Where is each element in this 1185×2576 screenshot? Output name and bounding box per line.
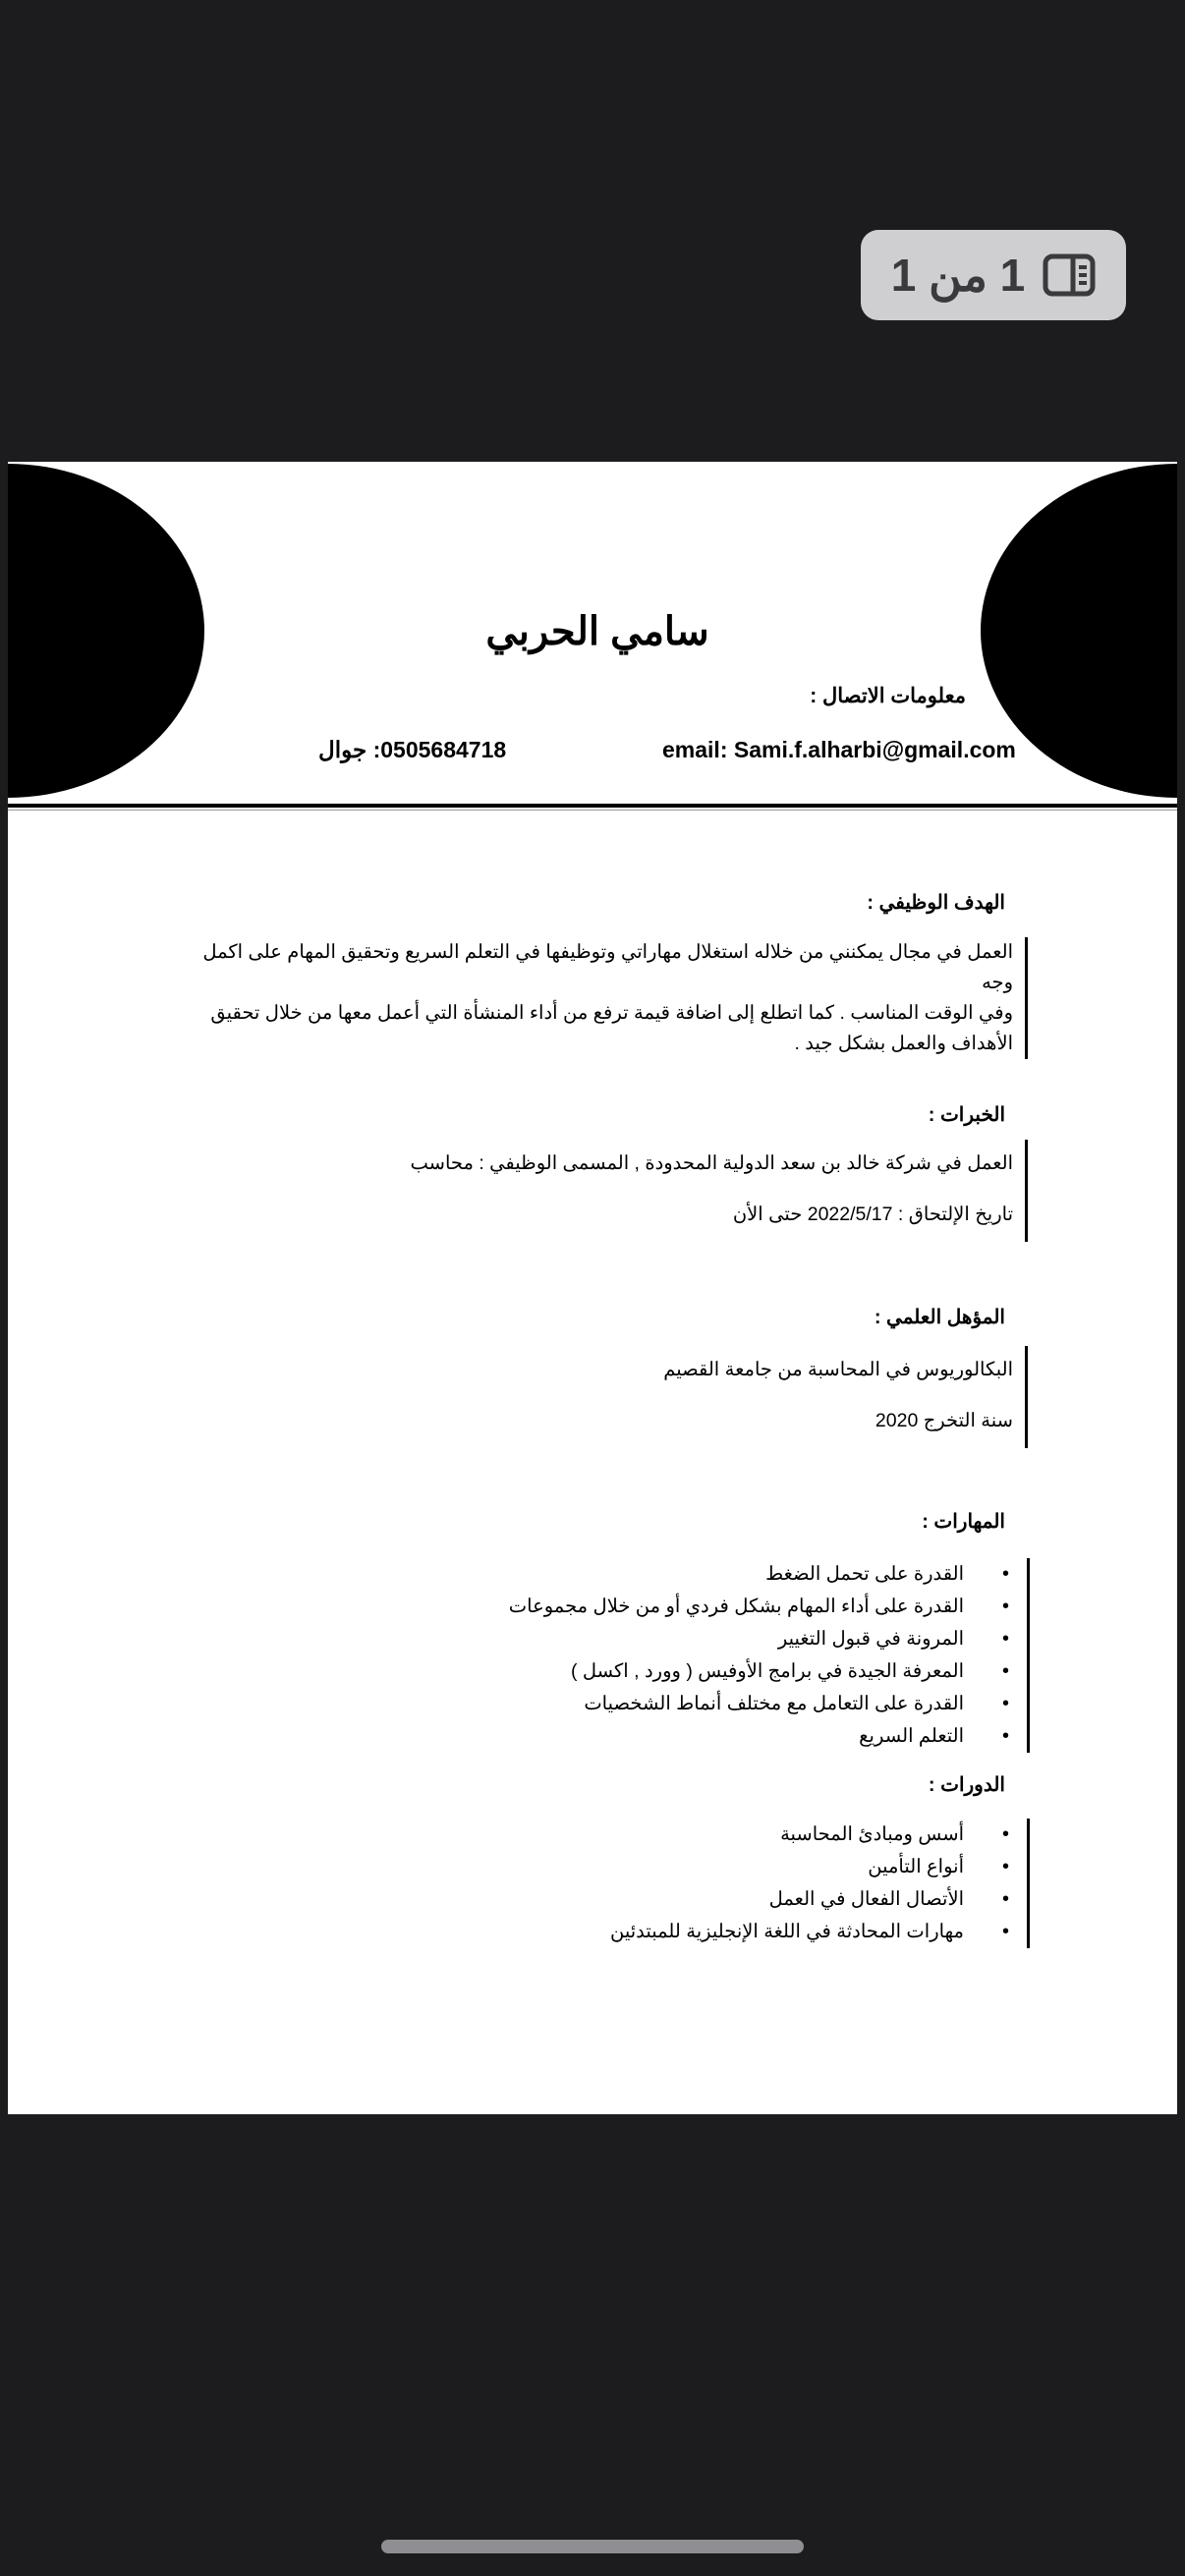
home-indicator[interactable]: [381, 2540, 804, 2553]
contact-phone: 0505684718: جوال: [318, 737, 507, 762]
contact-email: email: Sami.f.alharbi@gmail.com: [662, 737, 1016, 762]
objective-line: الأهداف والعمل بشكل جيد .: [794, 1033, 1013, 1054]
education-line: البكالوريوس في المحاسبة من جامعة القصيم: [663, 1359, 1013, 1380]
list-item: • أسس ومبادئ المحاسبة: [477, 1819, 1027, 1851]
education-line: سنة التخرج 2020: [875, 1410, 1013, 1431]
experience-block: [320, 1140, 1028, 1242]
list-item: • أنواع التأمين: [477, 1851, 1027, 1883]
page-indicator[interactable]: [861, 230, 1126, 320]
objective-title: الهدف الوظيفي :: [867, 892, 1005, 914]
list-item: • القدرة على أداء المهام بشكل فردي أو من خلال مجموعات: [477, 1591, 1027, 1623]
experience-line: تاريخ الإلتحاق : 2022/5/17 حتى الأن: [732, 1204, 1013, 1225]
header-divider: [8, 804, 1177, 808]
objective-line: العمل في مجال يمكنني من خلاله استغلال مهاراتي وتوظيفها في التعلم السريع وتحقيق المهام على اكمل وجه: [202, 941, 1013, 993]
experience-title: الخبرات :: [928, 1104, 1005, 1126]
skills-title: المهارات :: [922, 1511, 1005, 1533]
list-item: • القدرة على التعامل مع مختلف أنماط الشخصيات: [477, 1688, 1027, 1720]
sidebar-icon: [1043, 253, 1096, 297]
list-item: • التعلم السريع: [477, 1720, 1027, 1753]
list-item: • مهارات المحادثة في اللغة الإنجليزية للمبتدئين: [477, 1916, 1027, 1948]
page-count-label: 1 من 1: [890, 250, 1026, 301]
education-title: المؤهل العلمي :: [874, 1307, 1005, 1328]
contact-title: معلومات الاتصال :: [810, 685, 966, 707]
courses-title: الدورات :: [928, 1774, 1005, 1796]
skills-list: [477, 1558, 1030, 1753]
resume-document[interactable]: [8, 462, 1177, 2114]
objective-line: وفي الوقت المناسب . كما اتطلع إلى اضافة قيمة ترفع من أداء المنشأة التي أعمل معها من خلال تحقيق: [210, 1002, 1013, 1024]
list-item: • الأتصال الفعال في العمل: [477, 1883, 1027, 1916]
list-item: • المرونة في قبول التغيير: [477, 1623, 1027, 1655]
objective-text: [183, 937, 1028, 1059]
resume-name: سامي الحربي: [485, 610, 709, 653]
header-divider-thin: [8, 810, 1177, 811]
list-item: • المعرفة الجيدة في برامج الأوفيس ( وورد , اكسل ): [477, 1655, 1027, 1688]
courses-list: [477, 1819, 1030, 1948]
experience-line: العمل في شركة خالد بن سعد الدولية المحدودة , المسمى الوظيفي : محاسب: [410, 1152, 1013, 1174]
education-block: [399, 1346, 1028, 1448]
list-item: • القدرة على تحمل الضغط: [477, 1558, 1027, 1591]
